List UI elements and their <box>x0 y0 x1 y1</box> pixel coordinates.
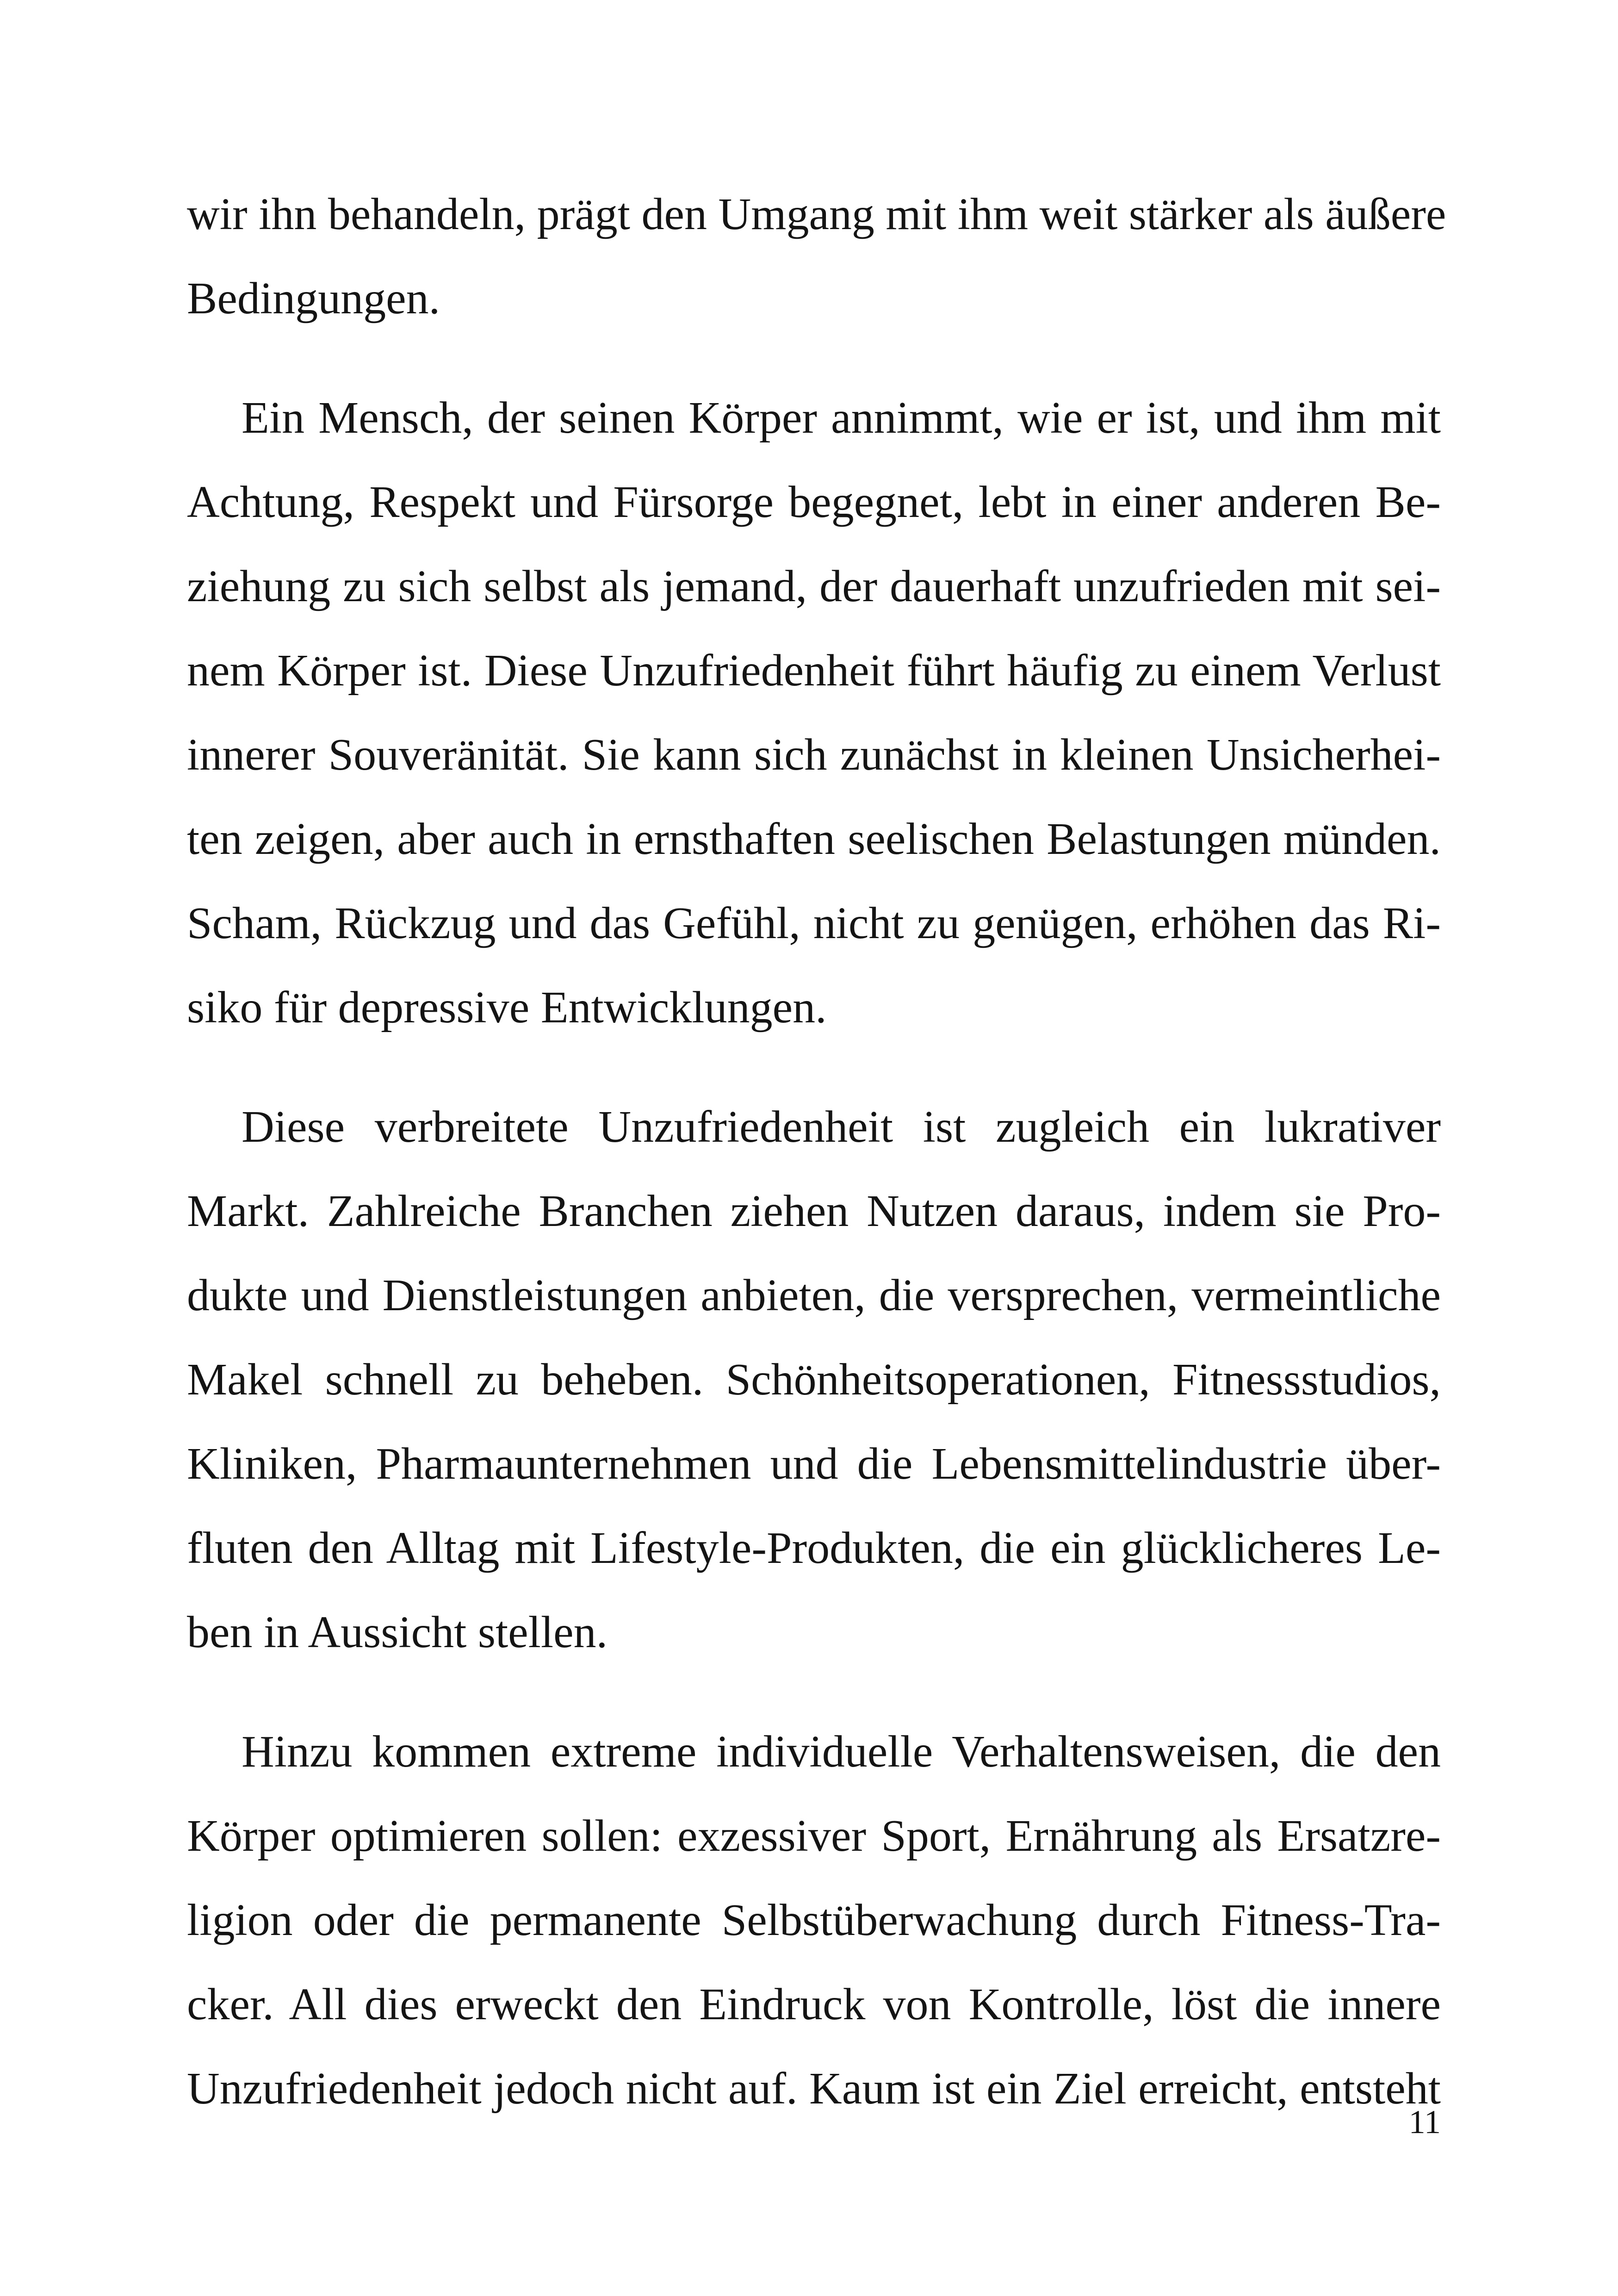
text-line: wir ihn behandeln, prägt den Umgang mit ihm weit stärker als äußere <box>187 189 1446 239</box>
text-line: dukte und Dienstleistungen anbieten, die versprechen, vermeintliche <box>187 1270 1441 1320</box>
text-line: Kliniken, Pharmaunternehmen und die Lebensmittelindustrie über- <box>187 1439 1441 1489</box>
text-line: cker. All dies erweckt den Eindruck von Kontrolle, löst die innere <box>187 1979 1441 2029</box>
text-line: Achtung, Respekt und Fürsorge begegnet, lebt in einer anderen Be- <box>187 477 1441 527</box>
text-line: innerer Souveränität. Sie kann sich zunächst in kleinen Unsicherhei- <box>187 730 1441 780</box>
text-line: siko für depressive Entwicklungen. <box>187 983 827 1033</box>
text-line: Markt. Zahlreiche Branchen ziehen Nutzen daraus, indem sie Pro- <box>187 1186 1441 1236</box>
paragraph-gap <box>187 1050 1441 1085</box>
page-number: 11 <box>1408 2103 1441 2140</box>
text-line: Scham, Rückzug und das Gefühl, nicht zu genügen, erhöhen das Ri- <box>187 898 1441 948</box>
paragraph <box>187 172 1446 341</box>
paragraph-gap <box>187 1674 1441 1710</box>
paragraph <box>187 1710 1441 2131</box>
text-line: Ein Mensch, der seinen Körper annimmt, wie er ist, und ihm mit <box>242 393 1441 443</box>
text-line: Diese verbreitete Unzufriedenheit ist zugleich ein lukrativer <box>242 1102 1441 1152</box>
text-line: Bedingungen. <box>187 274 440 324</box>
text-line: fluten den Alltag mit Lifestyle-Produkten, die ein glücklicheres Le- <box>187 1523 1441 1573</box>
text-line: nem Körper ist. Diese Unzufriedenheit führt häufig zu einem Verlust <box>187 646 1441 696</box>
paragraph-gap <box>187 341 1441 376</box>
text-line: Unzufriedenheit jedoch nicht auf. Kaum ist ein Ziel erreicht, entsteht <box>187 2064 1441 2114</box>
text-line: ten zeigen, aber auch in ernsthaften seelischen Belastungen münden. <box>187 814 1441 864</box>
body-text <box>187 172 1446 2131</box>
text-line: ligion oder die permanente Selbstüberwachung durch Fitness-Tra- <box>187 1895 1441 1945</box>
text-line: Makel schnell zu beheben. Schönheitsoperationen, Fitnessstudios, <box>187 1355 1441 1405</box>
paragraph <box>187 1085 1441 1674</box>
text-line: ziehung zu sich selbst als jemand, der dauerhaft unzufrieden mit sei- <box>187 561 1441 611</box>
text-line: Körper optimieren sollen: exzessiver Sport, Ernährung als Ersatzre- <box>187 1811 1441 1861</box>
text-line: Hinzu kommen extreme individuelle Verhaltensweisen, die den <box>242 1727 1441 1777</box>
text-line: ben in Aussicht stellen. <box>187 1607 608 1657</box>
paragraph <box>187 376 1441 1050</box>
